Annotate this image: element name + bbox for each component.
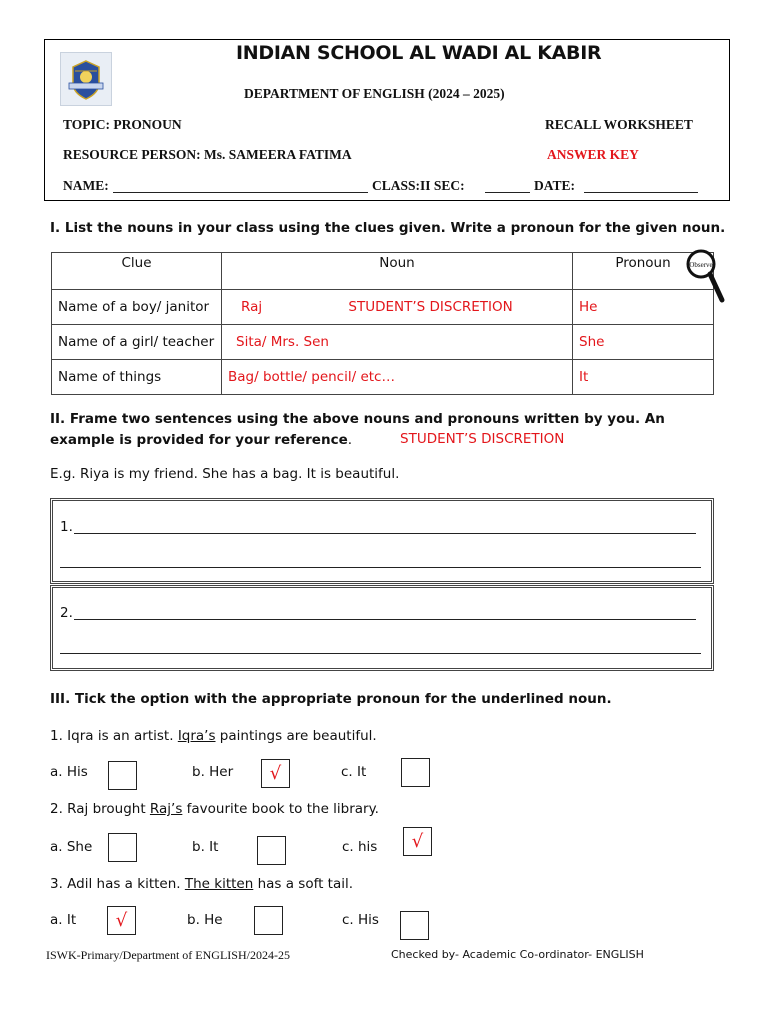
- col-header-clue: Clue: [52, 253, 222, 290]
- sentence-line-1b[interactable]: [60, 567, 701, 568]
- noun-cell[interactable]: [222, 360, 573, 395]
- option-checkbox[interactable]: [257, 836, 286, 865]
- tick-mark: √: [115, 910, 128, 931]
- underlined-noun: Iqra’s: [177, 728, 216, 744]
- question-2-post: favourite book to the library.: [182, 801, 379, 817]
- section3-heading: III. Tick the option with the appropriate pronoun for the underlined noun.: [50, 691, 612, 707]
- table-row: [52, 325, 714, 360]
- section1-heading: I. List the nouns in your class using the clues given. Write a pronoun for the given noun.: [50, 220, 726, 236]
- section2-heading-line1: II. Frame two sentences using the above nouns and pronouns written by you. An: [50, 411, 665, 427]
- item-number-1: 1.: [60, 519, 73, 535]
- underlined-noun: The kitten: [184, 876, 254, 892]
- resource-person: RESOURCE PERSON: Ms. SAMEERA FATIMA: [63, 147, 352, 162]
- option-checkbox[interactable]: [108, 761, 137, 790]
- student-discretion: STUDENT’S DISCRETION: [400, 431, 565, 447]
- option-checkbox[interactable]: [403, 827, 432, 856]
- noun-discretion: STUDENT’S DISCRETION: [348, 299, 513, 315]
- option-label: b. It: [192, 839, 219, 855]
- sentence-box-1: [50, 498, 714, 584]
- table-row: [52, 290, 714, 325]
- tick-mark: √: [411, 831, 424, 852]
- option-checkbox[interactable]: [401, 758, 430, 787]
- option-label: c. It: [341, 764, 367, 780]
- magnifier-icon: [686, 247, 726, 305]
- question-2-pre: 2. Raj brought: [50, 801, 150, 817]
- clue-cell: Name of a girl/ teacher: [52, 325, 222, 360]
- option-label: c. his: [342, 839, 378, 855]
- sentence-box-2: [50, 585, 714, 671]
- underlined-noun: Raj’s: [149, 801, 183, 817]
- option-label: b. He: [187, 912, 223, 928]
- option-label: a. It: [50, 912, 77, 928]
- noun-answer: Raj: [241, 299, 263, 315]
- class-sec-label: CLASS:II SEC:: [372, 178, 465, 193]
- col-header-pronoun-label: Pronoun: [615, 255, 671, 271]
- footer-left: ISWK-Primary/Department of ENGLISH/2024-25: [46, 948, 290, 962]
- question-3-post: has a soft tail.: [253, 876, 354, 892]
- section2-heading-line2: example is provided for your reference: [50, 432, 348, 448]
- question-1-pre: 1. Iqra is an artist.: [50, 728, 178, 744]
- sentence-line-2a[interactable]: [74, 619, 696, 620]
- sentence-line-1a[interactable]: [74, 533, 696, 534]
- option-checkbox[interactable]: [107, 906, 136, 935]
- date-field[interactable]: [584, 192, 698, 193]
- table-row: [52, 360, 714, 395]
- option-label: b. Her: [192, 764, 234, 780]
- question-1-post: paintings are beautiful.: [215, 728, 377, 744]
- option-checkbox[interactable]: [261, 759, 290, 788]
- col-header-noun: Noun: [222, 253, 573, 290]
- name-field[interactable]: [113, 192, 368, 193]
- section2-heading-period: .: [347, 432, 353, 448]
- option-checkbox[interactable]: [108, 833, 137, 862]
- sentence-line-2b[interactable]: [60, 653, 701, 654]
- section-field[interactable]: [485, 192, 530, 193]
- pronoun-cell[interactable]: It: [573, 360, 714, 395]
- pronoun-cell[interactable]: He: [573, 290, 714, 325]
- noun-answer: Bag/ bottle/ pencil/ etc…: [228, 369, 395, 385]
- question-3-pre: 3. Adil has a kitten.: [50, 876, 185, 892]
- name-label: NAME:: [63, 178, 109, 193]
- department-title: DEPARTMENT OF ENGLISH (2024 – 2025): [244, 86, 505, 101]
- topic-label: TOPIC: PRONOUN: [63, 117, 182, 132]
- footer-right: Checked by- Academic Co-ordinator- ENGLISH: [391, 948, 644, 961]
- option-label: c. His: [342, 912, 379, 928]
- option-checkbox[interactable]: [254, 906, 283, 935]
- question-3: [50, 876, 353, 892]
- observe-label: Observe: [689, 261, 713, 269]
- option-checkbox[interactable]: [400, 911, 429, 940]
- example-sentence: E.g. Riya is my friend. She has a bag. It is beautiful.: [50, 466, 400, 482]
- item-number-2: 2.: [60, 605, 73, 621]
- date-label: DATE:: [534, 178, 576, 193]
- noun-cell[interactable]: [222, 325, 573, 360]
- worksheet-type: RECALL WORKSHEET: [545, 117, 693, 132]
- noun-answer: Sita/ Mrs. Sen: [236, 334, 329, 350]
- option-label: a. His: [50, 764, 88, 780]
- answer-key-label: ANSWER KEY: [547, 147, 639, 162]
- clue-cell: Name of a boy/ janitor: [52, 290, 222, 325]
- question-2: [50, 801, 379, 817]
- section2-heading: [50, 409, 665, 451]
- clue-cell: Name of things: [52, 360, 222, 395]
- nouns-table: [51, 252, 714, 395]
- school-title: INDIAN SCHOOL AL WADI AL KABIR: [236, 42, 602, 64]
- pronoun-cell[interactable]: She: [573, 325, 714, 360]
- option-label: a. She: [50, 839, 93, 855]
- tick-mark: √: [269, 763, 282, 784]
- noun-cell[interactable]: [222, 290, 573, 325]
- school-logo: [60, 52, 112, 106]
- question-1: [50, 728, 377, 744]
